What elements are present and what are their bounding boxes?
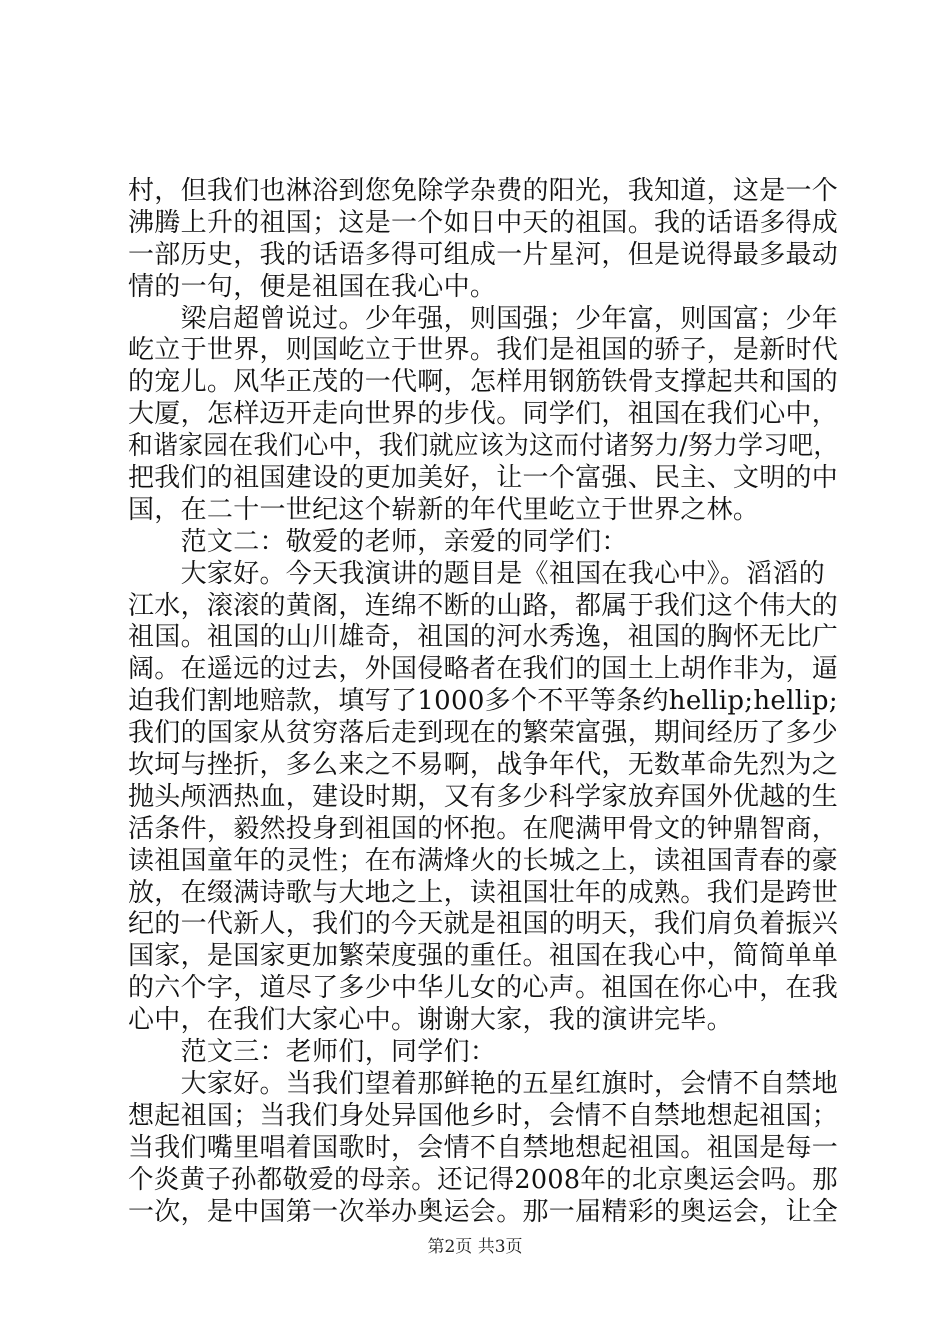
text-line: 国家，是国家更加繁荣度强的重任。祖国在我心中，简简单单 xyxy=(128,941,839,972)
text-line: 纪的一代新人，我们的今天就是祖国的明天，我们肩负着振兴 xyxy=(128,909,839,940)
text-line: 梁启超曾说过。少年强，则国强；少年富，则国富；少年 xyxy=(128,303,839,334)
text-line: 当我们嘴里唱着国歌时，会情不自禁地想起祖国。祖国是每一 xyxy=(128,1132,839,1163)
text-line: 和谐家园在我们心中，我们就应该为这而付诸努力/努力学习吧， xyxy=(128,431,839,462)
text-line: 把我们的祖国建设的更加美好，让一个富强、民主、文明的中 xyxy=(128,463,839,494)
text-line: 范文二：敬爱的老师，亲爱的同学们： xyxy=(128,526,628,557)
text-line: 江水，滚滚的黄阁，连绵不断的山路，都属于我们这个伟大的 xyxy=(128,590,839,621)
text-line: 想起祖国；当我们身处异国他乡时，会情不自禁地想起祖国； xyxy=(128,1100,839,1131)
text-line: 大厦，怎样迈开走向世界的步伐。同学们，祖国在我们心中， xyxy=(128,399,839,430)
text-line: 我们的国家从贫穷落后走到现在的繁荣富强，期间经历了多少 xyxy=(128,718,839,749)
text-line: 范文三：老师们，同学们： xyxy=(128,1037,497,1068)
text-line: 活条件，毅然投身到祖国的怀抱。在爬满甲骨文的钟鼎智商， xyxy=(128,813,839,844)
text-line: 屹立于世界，则国屹立于世界。我们是祖国的骄子，是新时代 xyxy=(128,335,839,366)
text-line: 祖国。祖国的山川雄奇，祖国的河水秀逸，祖国的胸怀无比广 xyxy=(128,622,839,653)
text-line: 阔。在遥远的过去，外国侵略者在我们的国土上胡作非为，逼 xyxy=(128,654,839,685)
text-line: 放，在缀满诗歌与大地之上，读祖国壮年的成熟。我们是跨世 xyxy=(128,877,839,908)
text-line: 抛头颅洒热血，建设时期，又有多少科学家放弃国外优越的生 xyxy=(128,781,839,812)
page-footer: 第2页 共3页 xyxy=(427,1237,523,1257)
text-line: 心中，在我们大家心中。谢谢大家，我的演讲完毕。 xyxy=(128,1005,733,1036)
text-line: 迫我们割地赔款，填写了1000多个不平等条约hellip;hellip; xyxy=(128,686,838,717)
document-body xyxy=(128,176,838,1228)
text-line: 个炎黄子孙都敬爱的母亲。还记得2008年的北京奥运会吗。那 xyxy=(128,1164,838,1195)
text-line: 的宠儿。风华正茂的一代啊，怎样用钢筋铁骨支撑起共和国的 xyxy=(128,367,839,398)
text-line: 大家好。今天我演讲的题目是《祖国在我心中》。滔滔的 xyxy=(128,558,826,589)
text-line: 沸腾上升的祖国；这是一个如日中天的祖国。我的话语多得成 xyxy=(128,207,839,238)
text-line: 村，但我们也淋浴到您免除学杂费的阳光，我知道，这是一个 xyxy=(128,176,839,206)
text-line: 的六个字，道尽了多少中华儿女的心声。祖国在你心中，在我 xyxy=(128,973,839,1004)
text-line: 国，在二十一世纪这个崭新的年代里屹立于世界之林。 xyxy=(128,494,760,525)
text-line: 读祖国童年的灵性；在布满烽火的长城之上，读祖国青春的豪 xyxy=(128,845,839,876)
text-line: 大家好。当我们望着那鲜艳的五星红旗时，会情不自禁地 xyxy=(128,1068,839,1099)
text-line: 一部历史，我的话语多得可组成一片星河，但是说得最多最动 xyxy=(128,239,839,270)
text-line: 坎坷与挫折，多么来之不易啊，战争年代，无数革命先烈为之 xyxy=(128,750,839,781)
text-line: 一次，是中国第一次举办奥运会。那一届精彩的奥运会，让全 xyxy=(128,1196,839,1227)
text-line: 情的一句，便是祖国在我心中。 xyxy=(128,271,497,302)
